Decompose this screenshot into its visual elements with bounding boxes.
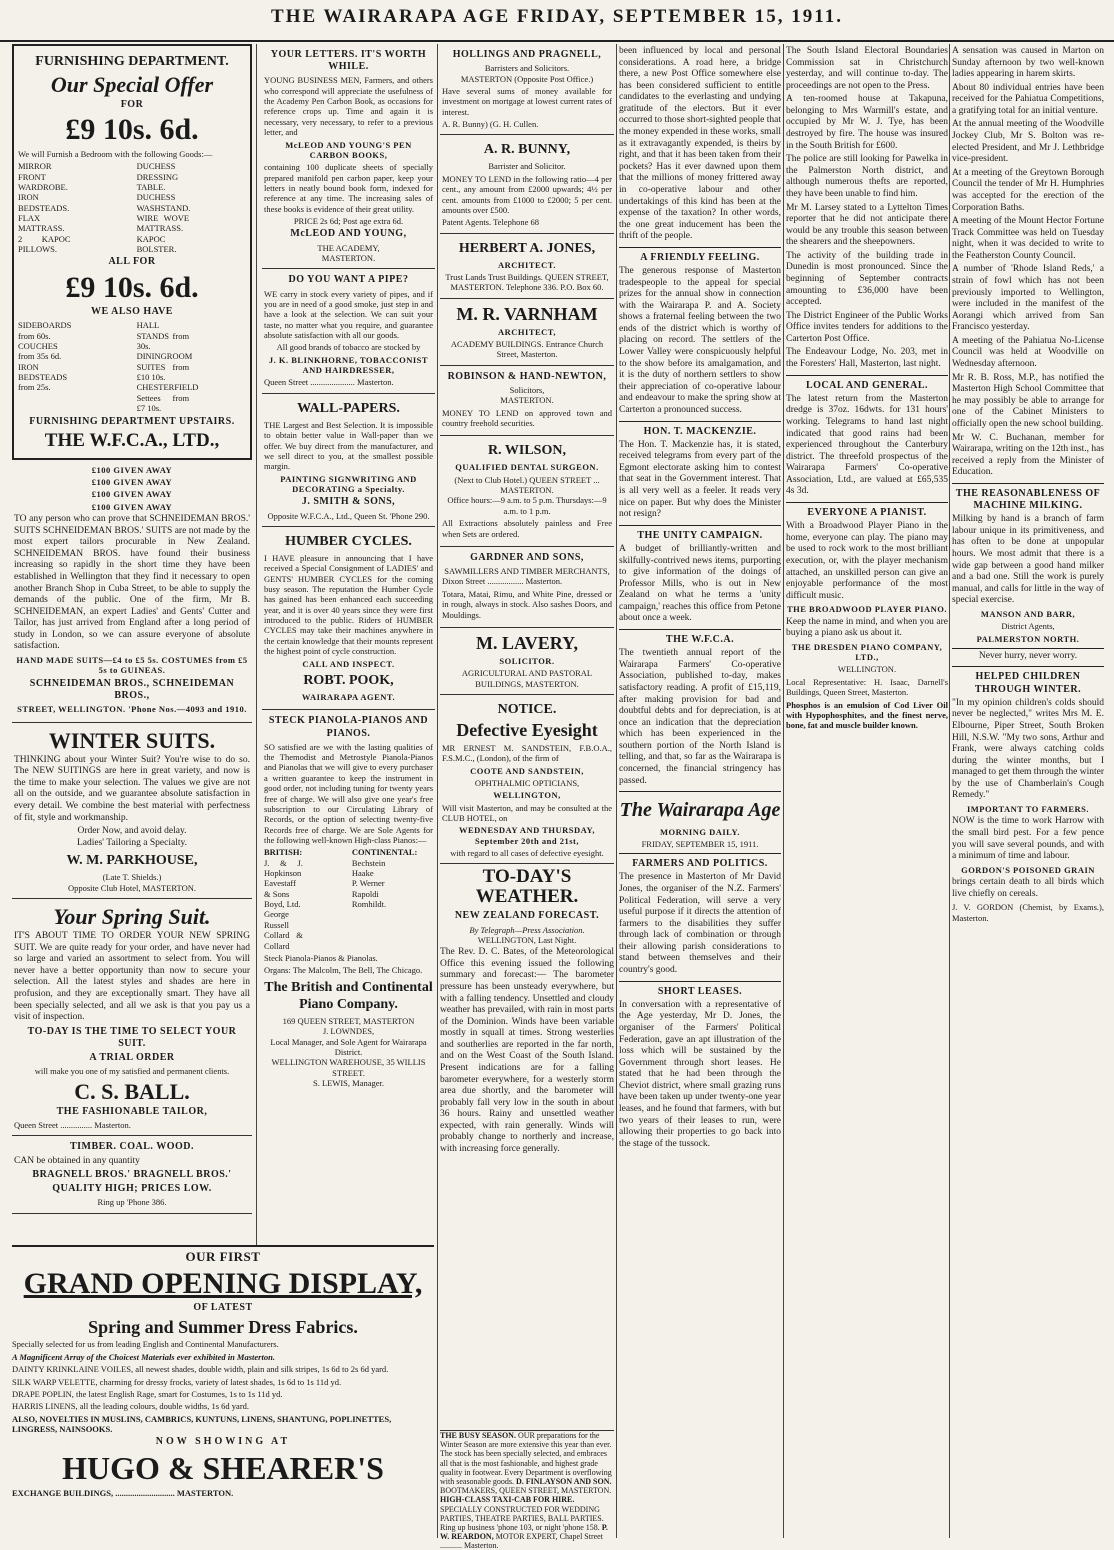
pianist-title: EVERYONE A PIANIST. [807, 507, 927, 518]
gordon-poison: GORDON'S POISONED GRAIN [961, 864, 1095, 875]
humber-title: HUMBER CYCLES. [285, 533, 412, 549]
schneideman-prices: HAND MADE SUITS—£4 to £5 5s. COSTUMES from £5 5s to GUINEAS. [16, 655, 248, 676]
winter-suits-title: WINTER SUITS. [48, 727, 216, 753]
news-item: A meeting of the Pahiatua No-License Council was held at Woodville on Wednesday afternoon. [952, 335, 1104, 370]
furnishing-item: IRON BEDSTEADS. [18, 192, 70, 213]
timber-quality: QUALITY HIGH; PRICES LOW. [52, 1183, 212, 1195]
bunny-pat: Patent Agents. Telephone 68 [442, 217, 539, 228]
pipe-title: DO YOU WANT A PIPE? [288, 274, 409, 286]
reardon-sub: MOTOR EXPERT, [495, 1532, 558, 1542]
news-item: A number of 'Rhode Island Reds,' a strain of fowl which has not been previously imported to Wellington, were included in the manifest of the Aorangi which arrived from San Francisco yesterday. [952, 264, 1104, 333]
grand-selected: Specially selected for us from leading English and Continental Manufacturers. [12, 1339, 279, 1350]
grand-spring: Spring and Summer Dress Fabrics. [88, 1316, 358, 1337]
reardon-address: Chapel Street ........... Masterton. [440, 1532, 603, 1550]
furnishing-intro: We will Furnish a Bedroom with the following Goods:— [18, 148, 213, 159]
news-item: The police are still looking for Pawelka in the Palmerston North district, and although numerous thefts are reported, they have been unable to find him. [786, 154, 948, 199]
gardner-address: Dixon Street ................. Masterton. [442, 576, 563, 587]
hollings-sub: Barristers and Solicitors. [484, 63, 570, 74]
news-item: Mr R. B. Ross, M.P., has notified the Masterton High School Committee that he may possibly be able to arrange for one of the Cabinet Ministers to officially open the new school building. [952, 372, 1104, 429]
furnishing-also-item: DININGROOM SUITES from £10 10s. [136, 351, 193, 383]
phosphos-text: Phosphos is an emulsion of Cod Liver Oil with Hypophosphites, and the finest nerve, bone, fat and muscle builder known. [786, 699, 948, 731]
schneideman-text: TO any person who can prove that SCHNEIDEMAN BROS.' SUITS SCHNEIDEMAN BROS.' SUITS are not made by the most expert tailors procurable in New Zealand. SCHNEIDEMAN BROS. have found their business increasing so rapidly in the short time they have been established in Wellington that they find it necessary to open another Branch Shop in Cuba Street, to be able to supply the demands of the public. One of the firm, Mr B. SCHNEIDEMAN, an expert Ladies' and Gents' Cutter and Tailor, has just arrived from England after a long period of study in London, so we can assure everyone of absolute satisfaction. [14, 514, 250, 652]
given-away-line: £100 GIVEN AWAY [91, 477, 173, 488]
wilson-extractions: All Extractions absolutely painless and Free when Sets are ordered. [442, 518, 612, 539]
news-item: Mr M. Larsey stated to a Lyttelton Times reporter that he did not anticipate there would be any trouble this season between the shearers and the sheepowners. [786, 202, 948, 248]
pipe-ad [262, 269, 435, 393]
humber-text: I HAVE pleasure in announcing that I have received a Special Consignment of LADIES' and GENTS' HUMBER CYCLES for the coming busy season. The reputation the Humber Cycle has gained has been enhanced each succeeding year, and it is over 40 years since they were first introduced to the public. Riders of HUMBER CYCLES may take their machines anywhere in the certain knowledge that their mounts represent the highest point of cycle construction. [264, 552, 433, 657]
wilson-title: R. WILSON, [488, 443, 566, 459]
steck-title: STECK PIANOLA-PIANOS AND PIANOS. [268, 715, 429, 739]
grand-item: SILK WARP VELETTE, charming for dressy frocks, variety of latest shades, 1s 6d to 1s 11d yd. [12, 1376, 342, 1387]
mcleod-firm: McLEOD AND YOUNG, [290, 228, 407, 240]
letters-title: YOUR LETTERS. IT'S WORTH WHILE. [270, 49, 427, 73]
friendly-article [619, 247, 781, 417]
wilson-address: (Next to Club Hotel.) QUEEN STREET ... MASTERTON. [454, 474, 600, 496]
grand-magnificent: A Magnificent Array of the Choicest Materials ever exhibited in Masterton. [12, 1351, 275, 1362]
lowndes-manager: Local Manager, and Sole Agent for Wairarapa District. [270, 1036, 427, 1057]
timber-phone: Ring up 'Phone 386. [97, 1197, 167, 1208]
news-item: A sensation was caused in Marton on Sunday afternoon by two well-known ladies appearing in harem skirts. [952, 46, 1104, 80]
gardner-title: GARDNER AND SONS, [470, 551, 584, 563]
news-item: A meeting of the Mount Hector Fortune Track Committee was held on Tuesday night, when it was decided to write to the Featherston County Council. [952, 216, 1104, 261]
taxi-ring: Ring up business 'phone 103, or night 'phone 158. [440, 1522, 600, 1532]
spring-trial-text: will make you one of my satisfied and permanent clients. [34, 1066, 230, 1077]
british-maker: Eavestaff & Sons [264, 878, 296, 899]
winter-suits-ad [12, 723, 252, 900]
steck-address: 169 QUEEN STREET, MASTERTON [282, 1015, 415, 1026]
column-3 [440, 44, 614, 1538]
furnishing-item: MIRROR FRONT WARDROBE. [18, 161, 68, 192]
short-leases-article [619, 981, 781, 1151]
timber-text: CAN be obtained in any quantity [14, 1155, 140, 1166]
children-winter-text: "In my opinion children's colds should never be neglected," writes Mrs M. E. Elbourne, Piper Street, South Broken Hill, N.S.W. "My two sons, Arthur and Frank, were always catching colds during the winter months, but I managed to get them through the winter by the use of Chamberlain's Cough Remedy." [952, 697, 1104, 801]
bragnell-name: BRAGNELL BROS.' BRAGNELL BROS.' [32, 1169, 232, 1181]
column-5 [786, 44, 948, 1538]
letters-text-2: containing 100 duplicate sheets of specially prepared manifold pen carbon paper, keep your letters in neatly bound book form, indexed for reference at any time. The increasing sales of these books is evidence of their great utility. [264, 162, 433, 214]
hollings-text: Have several sums of money available for investment on mortgage at lowest current rates of interest. [442, 85, 612, 117]
eyesight-ad [440, 695, 614, 865]
spring-suit-today: TO-DAY IS THE TIME TO SELECT YOUR SUIT. [27, 1025, 237, 1049]
lavery-address: AGRICULTURAL AND PASTORAL BUILDINGS, MASTERTON. [461, 668, 593, 689]
steck-warehouse: WELLINGTON WAREHOUSE, 35 WILLIS STREET. [271, 1057, 426, 1078]
bunny-ad [440, 135, 614, 233]
continental-maker: Rapoldi [351, 888, 379, 899]
gardner-text: Totara, Matai, Rimu, and White Pine, dressed or in rough, always in stock. Also sashes Doors, and Mouldings. [442, 588, 612, 620]
jones-address: Trust Lands Trust Buildings. QUEEN STREET, MASTERTON. Telephone 336. P.O. Box 60. [445, 272, 609, 293]
taxi-text: SPECIALLY CONSTRUCTED FOR WEDDING PARTIES, THEATRE PARTIES, BALL PARTIES. [440, 1504, 604, 1523]
furnishing-also-item: SIDEBOARDS from 60s. [18, 320, 72, 341]
local-general-article [786, 375, 948, 498]
varnham-title: M. R. VARNHAM [456, 303, 598, 324]
furnishing-price: £9 10s. 6d. [65, 113, 199, 147]
grand-showing: NOW SHOWING AT [155, 1436, 291, 1448]
wallpapers-title: WALL-PAPERS. [297, 400, 400, 416]
news-item: At a meeting of the Greytown Borough Council the tender of Mr H. Humphries was accepted for the erection of the Corporation Baths. [952, 167, 1104, 213]
electoral-text: The South Island Electoral Boundaries Commission sat in Christchurch yesterday, and will continue to-day. The proceedings are not open to the Press. [786, 46, 948, 91]
grand-of-latest: OF LATEST [193, 1302, 253, 1314]
furnishing-also-item: COUCHES from 35s 6d. [18, 341, 62, 362]
wfca-firm-name: THE W.F.C.A., LTD., [44, 429, 220, 451]
steck-organs: Organs: The Malcolm, The Bell, The Chicago. [264, 965, 423, 976]
column-rule [437, 44, 438, 1538]
lavery-title: M. LAVERY, [476, 632, 578, 653]
manson-town: PALMERSTON NORTH. [976, 633, 1080, 644]
news-item: Mr W. C. Buchanan, member for Wairarapa, writing on the 12th inst., has received a reply from the Minister of Education. [952, 432, 1104, 478]
pook-agent: WAIRARAPA AGENT. [301, 691, 396, 702]
given-away-line: £100 GIVEN AWAY [91, 501, 173, 512]
wfca-article [619, 629, 781, 787]
robinson-text: MONEY TO LEND on approved town and country freehold securities. [442, 407, 612, 428]
wallpapers-text: THE Largest and Best Selection. It is impossible to obtain better value in Wall-paper than we offer. We buy direct from the manufacturer, and we sell direct to you, at the smallest possible margin. [264, 419, 433, 472]
hollings-names: A. R. Bunny) (G. H. Cullen. [442, 118, 539, 129]
column-rule [616, 44, 617, 1538]
mcleod-town: MASTERTON. [321, 252, 376, 263]
lavery-ad [440, 628, 614, 695]
furnishing-offer: Our Special Offer [50, 72, 214, 98]
pianist-keep: Keep the name in mind, and when you are buying a piano ask us about it. [786, 616, 948, 639]
dresden-firm: THE DRESDEN PIANO COMPANY, LTD., [791, 641, 943, 663]
furnishing-upstairs: FURNISHING DEPARTMENT UPSTAIRS. [29, 415, 235, 427]
farmers-text: The presence in Masterton of Mr David Jones, the organiser of the N.Z. Farmers' Political Federation, will serve a very useful purpose if it directs the attention of farmers to the disabilities they suffer through lack of combination or through their allowing parish considerations to stand between themselves and their country's good. [619, 872, 781, 976]
grand-our-first: OUR FIRST [185, 1249, 261, 1264]
unity-article [619, 525, 781, 625]
timber-title: TIMBER. COAL. WOOD. [69, 1141, 195, 1153]
grand-item: DAINTY KRINKLAINE VOILES, all newest shades, double width, plain and silk stripes, 1s 6d to 2s 6d yard. [12, 1364, 389, 1375]
unity-title: THE UNITY CAMPAIGN. [637, 529, 763, 541]
finlayson-address: QUEEN STREET, MASTERTON. [499, 1486, 612, 1496]
bunny-sub: Barrister and Solicitor. [488, 161, 566, 172]
lavery-sub: SOLICITOR. [499, 655, 555, 666]
british-maker: Collard & Collard [264, 930, 303, 951]
letters-ad [262, 44, 435, 269]
taxi-title: HIGH-CLASS TAXI-CAB FOR HIRE. [440, 1495, 575, 1505]
column-rule [949, 44, 950, 1538]
humber-call: CALL AND INSPECT. [302, 658, 395, 669]
spring-suit-title: Your Spring Suit. [53, 904, 211, 930]
furnishing-item: DUCHESS DRESSING TABLE. [136, 161, 179, 192]
friendly-title: A FRIENDLY FEELING. [640, 251, 760, 263]
local-general-text: The latest return from the Masterton dredge is 37oz. 16dwts. for 131 hours' working. Telegrams to hand last night indicated that good rains had been experienced throughout the Canterbury district. The threefold prospectus of the Wairarapa Farmers' Co-operative Association, Ltd., are valued at £65,535 4s 3d. [786, 393, 948, 497]
short-leases-text: In conversation with a representative of the Age yesterday, Mr D. Jones, the organiser of the Farmers' Political Federation, gave an apt illustration of the loss which will be sustained by the Government through short leases. He stated that he had been through the Cheviot district, where small grazing runs have been taken up under twenty-one year leases, and he found that farmers, with but two years of their leases to run, were allowing their properties to go back into the stage of the tussock. [619, 999, 781, 1149]
lowndes-name: J. LOWNDES, [322, 1026, 375, 1037]
column-2-extra-ads [440, 1430, 614, 1550]
wallpapers-ad [262, 394, 435, 527]
blinkhorne-name: J. K. BLINKHORNE, TOBACCONIST AND HAIRDRESSER, [268, 354, 429, 376]
furnishing-items [18, 161, 246, 254]
hollings-title: HOLLINGS AND PRAGNELL, [452, 49, 602, 60]
weather-place: WELLINGTON, Last Night. [477, 934, 577, 945]
bunny-text: MONEY TO LEND in the following ratio—4 per cent., any amount from £2000 upwards; 4½ per cent. amounts from £1000 to £2000; 5 per cent. amounts over £500. [442, 173, 612, 215]
wfca-text: The twentieth annual report of the Wairarapa Farmers' Co-operative Association, published to-day, makes satisfactory reading. A profit of £15,119, after making provision for bad and doubtful debts and for depreciation, is at once an indication that the depreciation which has been experienced in the southern portion of the North Island is telling, and that, so far as the Wairarapa is concerned, the financial stringency has passed. [619, 648, 781, 786]
farmers-article [619, 853, 781, 976]
weather-by: By Telegraph—Press Association. [469, 924, 585, 935]
wilson-ad [440, 436, 614, 547]
weather-sub: NEW ZEALAND FORECAST. [454, 910, 600, 922]
continental-label: CONTINENTAL: [351, 847, 418, 858]
grand-item: ALSO, NOVELTIES IN MUSLINS, CAMBRICS, KUNTUNS, LINENS, SHANTUNG, POPLINETTES, LINGRESS, NAINSOOKS. [12, 1413, 392, 1434]
children-winter-ad [952, 666, 1104, 922]
gardner-ad [440, 547, 614, 628]
age-morning: MORNING DAILY. [659, 826, 741, 837]
weather-text: The Rev. D. C. Bates, of the Meteorological Office this evening issued the following summary and forecast:— The barometer pressure has been unsteady everywhere, but with a falling tendency. Unsettled and cloudy weather has prevailed, with rain in most parts of the Dominion. Winds have been variable mostly in squall at times. Strong westerlies and southerlies are reported in the far north, and on the West Coast of the South Island. Present indications are for a falling barometer everywhere, for a westerly storm area due shortly, and the barometer will probably fall very low in the south in about 36 hours. Rainy and unsettled weather expected, with rain generally. Winds will probably change to northerly and increase, with increasing force generally. [440, 947, 614, 1155]
column-6 [952, 44, 1104, 1538]
farmers-important: IMPORTANT TO FARMERS. [966, 804, 1090, 815]
parkhouse-address: Opposite Club Hotel, MASTERTON. [67, 882, 196, 893]
continental-maker: Haake [351, 868, 374, 879]
furnishing-item: 2 KAPOC PILLOWS. [18, 233, 71, 255]
steck-pianolas: Steck Pianola-Pianos & Pianolas. [264, 952, 378, 963]
letters-price: PRICE 2s 6d; Post age extra 6d. [293, 216, 404, 227]
robinson-ad [440, 366, 614, 437]
lewis-manager: S. LEWIS, Manager. [312, 1077, 385, 1088]
smith-name: J. SMITH & SONS, [301, 496, 396, 508]
humber-ad [262, 527, 435, 710]
coote-firm: COOTE AND SANDSTEIN, [470, 765, 584, 776]
varnham-sub: ARCHITECT, [498, 326, 556, 337]
hollings-ad [440, 44, 614, 135]
furnishing-ad [12, 44, 252, 460]
robinson-town: MASTERTON. [500, 395, 554, 406]
news-item: The District Engineer of the Public Works Office invites tenders for additions to the Carterton Post Office. [786, 310, 948, 344]
finlayson-sub: BOOTMAKERS, [440, 1486, 498, 1496]
furnishing-for: FOR [120, 99, 144, 111]
given-away-line: £100 GIVEN AWAY [91, 489, 173, 500]
pipe-text: WE carry in stock every variety of pipes, and if you are in need of a good smoke, just step in and have a look at the selection. We can suit your taste, no matter what you require, and guarantee absolute satisfaction with all our goods. [264, 288, 433, 340]
masthead [0, 0, 1114, 42]
bunny-title: A. R. BUNNY, [483, 142, 571, 158]
coote-town: WELLINGTON, [493, 790, 561, 801]
ball-address: Queen Street ............... Masterton. [14, 1119, 131, 1130]
furnishing-also: WE ALSO HAVE [91, 306, 173, 318]
smith-address: Opposite W.F.C.A., Ltd., Queen St. 'Phone 290. [267, 510, 430, 521]
steck-text: SO satisfied are we with the lasting qualities of the Themodist and Metrostyle Pianola-Pianos and Pianolas that we will give to every purchaser a written guarantee to keep the instrument in good order, not including tuning for twenty years free of charge. We will also give one year's free subscription to our Circulating Library of Records, or the option of selecting twenty-five Records free of charge. We are Sole Agents for the following well-known High-class Pianos:— [264, 741, 433, 845]
news-item: About 80 individual entries have been received for the Pahiatua Competitions, a gratifying total for an initial venture. [952, 82, 1104, 116]
parkhouse-late: (Late T. Shields.) [102, 872, 162, 883]
grand-item: HARRIS LINENS, all the leading colours, double widths, 1s 6d yard. [12, 1401, 250, 1412]
age-date-line: FRIDAY, SEPTEMBER 15, 1911. [641, 838, 759, 849]
continental-maker: Romhildt. [351, 899, 387, 910]
news-item: The activity of the building trade in Dunedin is most pronounced. Since the beginning of September contracts amounting to £36,000 have been accepted. [786, 250, 948, 308]
unity-text: A budget of brilliantly-written and skilfully-contrived news items, purporting to give information of the doings of Professor Mills, who is out in New Zealand on what he terms a 'unity campaign,' reaches this office from Petone about once a week. [619, 543, 781, 624]
steck-ad [262, 710, 435, 1093]
manson-agents: District Agents, [1001, 621, 1055, 632]
notice-title: NOTICE. [497, 701, 557, 717]
varnham-address: ACADEMY BUILDINGS. Entrance Church Street, Masterton. [450, 338, 604, 360]
given-away-line: £100 GIVEN AWAY [91, 464, 173, 475]
robinson-sub: Solicitors, [509, 384, 545, 395]
spring-suit-text: IT'S ABOUT TIME TO ORDER YOUR NEW SPRING SUIT. We are quite ready for your order, and have never had so large and varied an assortment to select from. You will never have a better opportunity than now to secure your selection. All the latest styles and shades are here in profusion, and they are exceptionally smart. They have all been specially selected, and all we ask is that you pay us a visit of inspection. [14, 931, 250, 1023]
dresden-town: WELLINGTON. [837, 664, 897, 675]
furnishing-also-item: CHESTERFIELD Settees from £7 10s. [136, 382, 199, 414]
children-winter-title: HELPED CHILDREN THROUGH WINTER. [974, 671, 1082, 695]
furnishing-item: WIRE WOVE MATTRASS. [136, 213, 190, 234]
schneideman-ad [12, 460, 252, 723]
mcleod-academy: THE ACADEMY, [317, 242, 380, 253]
weather-title: TO-DAY'S WEATHER. [475, 866, 579, 908]
furnishing-item: DUCHESS WASHSTAND. [136, 192, 191, 213]
column-2 [262, 44, 435, 1244]
column-rule [783, 44, 784, 1538]
hugo-shearer-address: EXCHANGE BUILDINGS, ............................ MASTERTON. [12, 1488, 234, 1499]
parkhouse-name: W. M. PARKHOUSE, [66, 853, 198, 869]
continental-maker: P. Werner [351, 878, 385, 889]
pook-name: ROBT. POOK, [303, 672, 394, 688]
timber-ad [12, 1136, 252, 1214]
coote-sub: OPHTHALMIC OPTICIANS, [474, 777, 580, 788]
furnishing-also-item: IRON BEDSTEADS from 25s. [18, 361, 68, 393]
wfca-title: THE W.F.C.A. [665, 634, 735, 645]
friendly-text: The generous response of Masterton tradespeople to the appeal for special prizes for the annual show in connection with the Wairarapa P. and A. Society shows a fraternal feeling between the two ends of the district which is worthy of placing on record. The settlers of the Lower Valley were conspicuously helpful to the show before its amalgamation, and it is the duty of northern settlers to show their appreciation of co-operative labour and endeavour to make the spring show at Carterton a pronounced success. [619, 266, 781, 415]
mackenzie-text: The Hon. T. Mackenzie has, it is stated, received telegrams from every part of the Egmont electorate asking him to contest that seat in the Government interest. That is all very well as a feeler. It reads very nice on paper. But why does the Minister not resign? [619, 439, 781, 520]
jones-sub: ARCHITECT. [498, 259, 556, 270]
reardon-name: P. W. REARDON, [440, 1522, 608, 1542]
wilson-sub: QUALIFIED DENTAL SURGEON. [455, 462, 599, 473]
eyesight-title: Defective Eyesight [456, 719, 598, 740]
british-continental-company: The British and Continental Piano Company. [264, 979, 433, 1012]
wallpapers-paint: PAINTING SIGNWRITING AND DECORATING a Specialty. [280, 473, 417, 494]
furnishing-also-item: HALL STANDS from 30s. [136, 320, 190, 352]
grand-item: DRAPE POPLIN, the latest English Rage, smart for Costumes, 1s to 1s 11d yd. [12, 1388, 283, 1399]
finlayson-title: D. FINLAYSON AND SON. [516, 1476, 612, 1486]
gordon-name: J. V. GORDON (Chemist, by Exams.), Masterton. [952, 902, 1104, 923]
farmers-title: FARMERS AND POLITICS. [632, 858, 768, 870]
eyesight-text: MR ERNEST M. SANDSTEIN, F.B.O.A., F.S.M.C., (London), of the firm of [442, 742, 612, 764]
hurry-line: Never hurry, never worry. [952, 648, 1104, 663]
blinkhorne-address: Queen Street ..................... Masterton. [264, 377, 394, 388]
farmers-important-text: NOW is the time to work Harrow with the small bird pest. For a few pence you will save several pounds, and with a minimum of time and labour. [952, 816, 1104, 862]
hollings-address: MASTERTON (Opposite Post Office.) [460, 73, 594, 84]
furnishing-price-2: £9 10s. 6d. [65, 270, 199, 304]
grand-opening-ad [12, 1245, 434, 1540]
age-heading [619, 791, 781, 849]
ball-trade: THE FASHIONABLE TAILOR, [56, 1105, 208, 1117]
gordon-poison-text: brings certain death to all birds which live chiefly on cereals. [952, 877, 1104, 899]
masthead-title: THE WAIRARAPA AGE FRIDAY, SEPTEMBER 15, 1911. [271, 6, 843, 27]
manson-name: MANSON AND BARR, [980, 608, 1076, 619]
spring-trial: A TRIAL ORDER [89, 1052, 175, 1064]
eyesight-date: WEDNESDAY AND THURSDAY, September 20th and 21st, [459, 825, 595, 846]
pianist-text: With a Broadwood Player Piano in the home, everyone can play. The piano may be used to rock work to the most brilliant execution, or, with the player mechanism attached, an unskilled person can give an enjoyable performance of the most difficult music. [786, 521, 948, 601]
grand-title: GRAND OPENING DISPLAY, [23, 1266, 423, 1300]
british-maker: Boyd, Ltd. [264, 899, 301, 910]
broadwood-name: THE BROADWOOD PLAYER PIANO. [786, 604, 948, 615]
mackenzie-title: HON. T. MACKENZIE. [643, 425, 757, 437]
british-maker: J. & J. Hopkinson [264, 857, 303, 879]
robinson-title: ROBINSON & HAND-NEWTON, [447, 370, 607, 382]
winter-specialty: Ladies' Tailoring a Specialty. [76, 837, 187, 848]
milking-ad [952, 483, 1104, 644]
wilson-hours: Office hours:—9 a.m. to 5 p.m. Thursdays:—9 a.m. to 1 p.m. [447, 495, 607, 516]
mackenzie-article [619, 421, 781, 521]
milking-title: THE REASONABLENESS OF MACHINE MILKING. [955, 487, 1101, 511]
steck-lists [264, 847, 433, 951]
pianist-ad [786, 502, 948, 731]
british-maker: George Russell [264, 909, 290, 930]
schneideman-address: STREET, WELLINGTON. 'Phone Nos.—4093 and 1910. [17, 704, 247, 715]
gardner-sub: SAWMILLERS AND TIMBER MERCHANTS, [444, 566, 610, 577]
furnishing-item: KAPOC BOLSTER. [136, 233, 177, 255]
furnishing-item: FLAX MATTRASS. [18, 213, 65, 234]
local-general-title: LOCAL AND GENERAL. [805, 379, 929, 391]
news-item: At the annual meeting of the Woodville Jockey Club, Mr S. Bolton was re-elected President, and Mr J. Lethbridge vice-president. [952, 119, 1104, 165]
pipe-tobacco: All good brands of tobacco are stocked by [276, 342, 421, 353]
ball-name: C. S. BALL. [74, 1078, 190, 1104]
schneideman-name: SCHNEIDEMAN BROS., SCHNEIDEMAN BROS., [29, 677, 235, 701]
letters-text: YOUNG BUSINESS MEN, Farmers, and others who correspond will appreciate the usefulness of the Academy Pen Carbon Book, as occasions for reference crops up. Time and again it is necessary, very necessary, to refer to a previous letter, and [264, 75, 433, 138]
news-item: The Endeavour Lodge, No. 203, met in the Foresters' Hall, Masterton, last night. [786, 347, 948, 370]
eyesight-regard: with regard to all cases of defective eyesight. [450, 848, 604, 859]
continental-maker: Bechstein [351, 857, 386, 868]
winter-suits-text: THINKING about your Winter Suit? You're wise to do so. The NEW SUITINGS are here in great variety, and now is the time to make your selection. The values we give are not all on the outside, and we guarantee absolute satisfaction in every detail. We combine the best material with perfectness of fit, style and workmanship. [14, 754, 250, 823]
mcleod-books: McLEOD AND YOUNG'S PEN CARBON BOOKS, [285, 139, 412, 160]
winter-order-now: Order Now, and avoid delay. [77, 826, 187, 837]
milking-text: Milking by hand is a branch of farm labour unique in its primitiveness, and has often to be done at unpopular hours. We most admit that there is a wide gap between a good hand milker and a bad one. Still the work is purely manual, and calls for little in the way of special exercise. [952, 514, 1104, 606]
news-item: A ten-roomed house at Takapuna, belonging to Mrs Warmill's estate, and occupied by Mr W. J. Tye, has been destroyed by fire. The house was insured in the South British for £600. [786, 94, 948, 151]
influence-text: been influenced by local and personal considerations. A road here, a bridge there, a new Post Office somewhere else has been considered sufficient to entitle candidates to the everlasting and undying gratitude of the electors. But it ever occurred to those short-sighted people that the money expended in these works, small as it extravagantly expended, is theirs by right, and that it has been taken from their pockets? Has it ever dawned upon them that the millions of money frittered away in co-operative labour and other undertakings of this kind has been at the expense of the taxation? In other words, the one great inducement has been the thrift of the people. [619, 46, 781, 242]
spring-suit-ad [12, 899, 252, 1136]
jones-title: HERBERT A. JONES, [458, 240, 596, 256]
hugo-shearer-name: HUGO & SHEARER'S [62, 1449, 384, 1486]
short-leases-title: SHORT LEASES. [657, 985, 743, 997]
eyesight-visit: Will visit Masterton, and may be consulted at the CLUB HOTEL, on [442, 802, 612, 823]
column-4 [619, 44, 781, 1538]
dresden-rep: Local Representative: H. Isaac, Darnell's Buildings, Queen Street, Masterton. [786, 676, 948, 698]
age-masthead: The Wairarapa Age [619, 799, 781, 822]
furnishing-header: FURNISHING DEPARTMENT. [35, 54, 229, 69]
furnishing-also-items [18, 320, 246, 413]
jones-ad [440, 234, 614, 299]
busy-text: OUR preparations for the Winter Season are more extensive this year than ever. The stock has been specially selected, and embraces all that is the most fashionable, and highest grade quality in footwear. Every Department is overflowing with seasonable goods. [440, 1431, 612, 1486]
weather-article [440, 867, 614, 1155]
varnham-ad [440, 299, 614, 366]
busy-title: THE BUSY SEASON. [440, 1431, 516, 1440]
furnishing-all-for: ALL FOR [108, 256, 156, 268]
british-label: BRITISH: [264, 847, 303, 858]
